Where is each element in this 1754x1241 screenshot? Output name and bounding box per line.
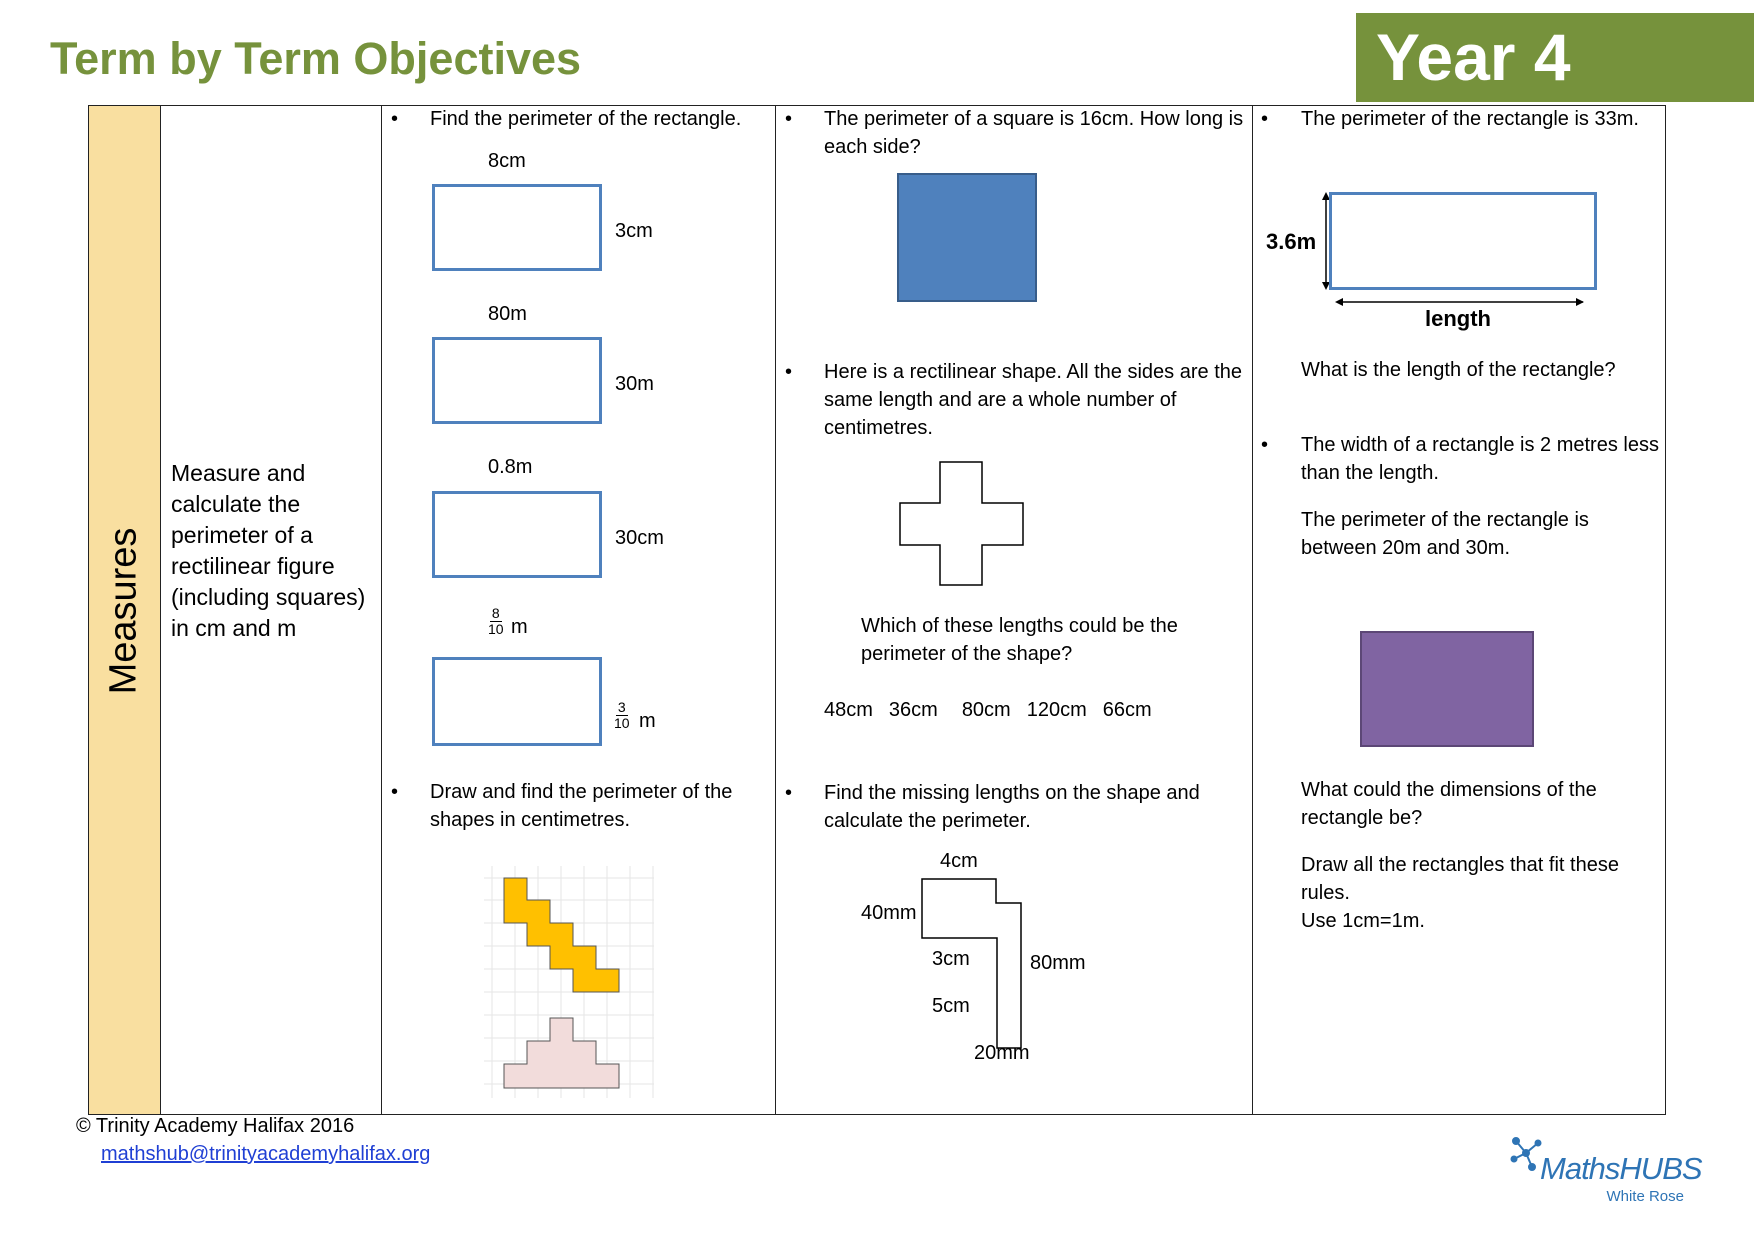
bullet-icon: • [391, 108, 399, 130]
options-list [824, 696, 1152, 724]
column-divider [381, 106, 382, 1114]
rectangle [432, 337, 602, 424]
bullet-icon: • [391, 781, 399, 803]
rect-top-label: 0.8m [488, 456, 533, 478]
question-scale: Use 1cm=1m. [1301, 910, 1425, 932]
question-perimeter-range: The perimeter of the rectangle is between 20m and 30m. [1301, 509, 1589, 559]
question-width: The width of a rectangle is 2 metres less than the length. [1301, 434, 1659, 484]
rectangle [432, 491, 602, 578]
bullet-icon: • [1261, 108, 1269, 130]
shape-label-bottom: 20mm [974, 1042, 1030, 1064]
bullet-icon: • [785, 782, 793, 804]
question-square-side: The perimeter of a square is 16cm. How long is each side? [824, 108, 1244, 158]
rectangle [1329, 192, 1597, 290]
option: 66cm [1102, 699, 1152, 721]
question-missing-lengths: Find the missing lengths on the shape and calculate the perimeter. [824, 782, 1200, 832]
height-label: 3.6m [1266, 229, 1317, 254]
fraction-label: $\frac{3}{10}$ [614, 699, 630, 731]
option: 36cm [888, 699, 938, 721]
bullet-icon: • [785, 108, 793, 130]
strand-label: Measures [102, 527, 145, 695]
shape-label-left: 40mm [861, 902, 917, 924]
option: 80cm [961, 699, 1011, 721]
rect-top-label: 8cm [488, 150, 526, 172]
question-perimeter-options: Which of these lengths could be the perimeter of the shape? [861, 615, 1178, 665]
strand-cell [89, 106, 160, 1114]
fraction-unit: m [639, 710, 656, 732]
page-title: Term by Term Objectives [50, 33, 582, 84]
logo-subtitle: White Rose [1606, 1188, 1684, 1205]
question-rectilinear-shape: Here is a rectilinear shape. All the sides are the same length and are a whole number of centimetres. [824, 361, 1242, 439]
question-dimensions: What could the dimensions of the rectangle be? [1301, 779, 1597, 829]
blue-square [897, 173, 1037, 302]
option: 48cm [824, 699, 873, 721]
email-link[interactable]: mathshub@trinityacademyhalifax.org [101, 1143, 431, 1165]
fraction-unit: m [511, 616, 528, 638]
fraction-label: $\frac{8}{10}$ [488, 605, 504, 637]
column-divider [160, 106, 161, 1114]
objectives-table [88, 105, 1666, 1115]
cross-shape [899, 461, 1025, 587]
question-draw-shapes: Draw and find the perimeter of the shapes in centimetres. [430, 781, 733, 831]
rect-side-label: 30cm [615, 527, 664, 549]
shape-label-right: 80mm [1030, 952, 1086, 974]
question-rectangle-33m: The perimeter of the rectangle is 33m. [1301, 108, 1639, 130]
question-perimeter-rectangles: Find the perimeter of the rectangle. [430, 108, 742, 130]
length-label: length [1425, 306, 1491, 331]
option: 120cm [1026, 699, 1087, 721]
grid-shapes-diagram [484, 866, 654, 1098]
rect-top-label: 80m [488, 303, 527, 325]
year-banner [1356, 13, 1754, 102]
column-divider [775, 106, 776, 1114]
shape-label-top: 4cm [940, 850, 978, 872]
shape-label-inner: 3cm [932, 948, 970, 970]
rectangle [432, 657, 602, 746]
rect-side-label: 3cm [615, 220, 653, 242]
purple-rectangle [1360, 631, 1534, 747]
bullet-icon: • [785, 361, 793, 383]
objective-text: Measure and calculate the perimeter of a rectilinear figure (including squares) in cm and m [171, 460, 366, 641]
rect-side-label: 30m [615, 373, 654, 395]
bullet-icon: • [1261, 434, 1269, 456]
question-length: What is the length of the rectangle? [1301, 359, 1616, 381]
copyright-text: © Trinity Academy Halifax 2016 [76, 1115, 355, 1137]
maths-hubs-logo [1508, 1133, 1702, 1205]
logo-word: MathsHUBS [1540, 1151, 1702, 1186]
question-draw-rectangles: Draw all the rectangles that fit these rules. [1301, 854, 1619, 904]
year-label: Year 4 [1376, 20, 1571, 94]
column-divider [1252, 106, 1253, 1114]
shape-label-lower: 5cm [932, 995, 970, 1017]
rectangle [432, 184, 602, 271]
